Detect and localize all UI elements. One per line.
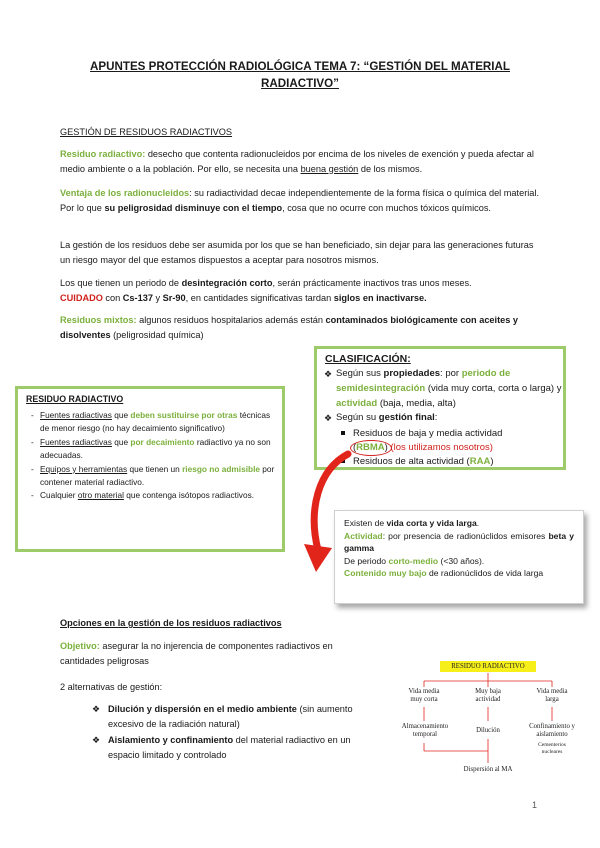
diagram-node-vida-corta: Vida media muy corta xyxy=(408,688,440,703)
paragraph-residuos-mixtos: Residuos mixtos: algunos residuos hospitalarios además están contaminados biológicamente con aceites y disolventes (peligrosidad química) xyxy=(60,315,519,340)
rbma-line-contenido: Contenido muy bajo de radionúclidos de vida larga xyxy=(344,568,544,579)
diagram-title: RESIDUO RADIACTIVO xyxy=(440,661,536,672)
residuo-diagram xyxy=(398,655,578,785)
page-number: 1 xyxy=(532,800,538,810)
sub-item-raa: Residuos de alta actividad (RAA) xyxy=(341,456,493,468)
rbma-detail-box xyxy=(334,510,584,604)
section-heading-opciones: Opciones en la gestión de los residuos radiactivos xyxy=(60,618,282,628)
page-title: APUNTES PROTECCIÓN RADIOLÓGICA TEMA 7: “GESTIÓN DEL MATERIAL RADIACTIVO” xyxy=(90,60,510,90)
diamond-bullet-icon: ❖ xyxy=(92,735,101,745)
diagram-node-almacenamiento: Almacenamiento temporal xyxy=(401,723,449,738)
clasificacion-item-gestion: ❖ Según su gestión final: xyxy=(324,411,562,426)
square-bullet-icon xyxy=(341,431,345,435)
residuo-list xyxy=(28,409,276,503)
paragraph-objetivo: Objetivo: asegurar la no injerencia de componentes radiactivos en cantidades peligrosas xyxy=(60,641,333,666)
rbma-line-vida: Existen de vida corta y vida larga. xyxy=(344,518,480,528)
paragraph-desintegracion: Los que tienen un periodo de desintegración corto, serán prácticamente inactivos tras unos meses. CUIDADO con Cs-137 y Sr-90, en cantidades significativas tardan siglos en inactivarse. xyxy=(60,278,472,303)
list-item: - Cualquier otro material que contenga isótopos radiactivos. xyxy=(28,489,276,502)
option-dilucion: ❖ Dilución y dispersión en el medio ambiente (sin aumento excesivo de la radiación natural) xyxy=(92,704,353,729)
paragraph-gestion: La gestión de los residuos debe ser asumida por los que se han beneficiado, sin dejar para las generaciones futuras un riesgo mayor del que estamos dispuestos a aceptar para nosotros mismos. xyxy=(60,240,534,265)
paragraph-alternativas: 2 alternativas de gestión: xyxy=(60,682,163,692)
list-item: - Equipos y herramientas que tienen un riesgo no admisible por contener material radiactivo. xyxy=(28,463,276,490)
residuo-radiactivo-box xyxy=(15,386,285,552)
diamond-bullet-icon: ❖ xyxy=(92,704,101,714)
rbma-line-actividad: Actividad: por presencia de radionúclidos emisores beta y gamma xyxy=(344,530,574,554)
paragraph-ventaja: Ventaja de los radionucleidos: su radiactividad decae independientemente de la forma física o química del material. Por lo que su peligrosidad disminuye con el tiempo, cosa que no ocurre con muchos tóxicos químicos. xyxy=(60,188,540,213)
list-item: - Fuentes radiactivas que deben sustituirse por otras técnicas de menor riesgo (no hay decaimiento significativo) xyxy=(28,409,276,436)
list-item: - Fuentes radiactivas que por decaimiento radiactivo ya no son adecuadas. xyxy=(28,436,276,463)
box-heading: CLASIFICACIÓN: xyxy=(325,353,411,365)
sub-item-rbma: Residuos de baja y media actividad (RBMA) (los utilizamos nosotros) xyxy=(341,427,502,455)
diagram-node-vida-larga: Vida media larga xyxy=(536,688,568,703)
diagram-node-dilucion: Dilución xyxy=(476,727,500,734)
option-aislamiento: ❖ Aislamiento y confinamiento del material radiactivo en un espacio limitado y controlado xyxy=(92,735,351,760)
section-heading-gestion: GESTIÓN DE RESIDUOS RADIACTIVOS xyxy=(60,127,233,137)
paragraph-residuo-radiactivo: Residuo radiactivo: desecho que contenta radionucleidos por encima de los niveles de exención y pueda afectar al medio ambiente o a la población. Por ello, se necesita una buena gestión de los mismos. xyxy=(60,149,534,174)
clasificacion-item-propiedades: ❖ Según sus propiedades: por periodo de semidesintegración (vida muy corta, corta o larga) y actividad (baja, media, alta) xyxy=(324,368,562,409)
diamond-bullet-icon: ❖ xyxy=(324,413,333,423)
diagram-node-confinamiento: Confinamiento y aislamiento xyxy=(529,723,575,738)
diagram-node-baja-actividad: Muy baja actividad xyxy=(475,688,501,703)
rbma-label: (RBMA) xyxy=(353,442,388,453)
box-heading: RESIDUO RADIACTIVO xyxy=(26,394,124,404)
diagram-node-dispersion: Dispersión al MA xyxy=(463,766,513,773)
rbma-line-periodo: De periodo corto-medio (<30 años). xyxy=(344,555,485,566)
diamond-bullet-icon: ❖ xyxy=(324,369,333,379)
diagram-node-cementerios: Cementerios nucleares xyxy=(538,742,566,755)
